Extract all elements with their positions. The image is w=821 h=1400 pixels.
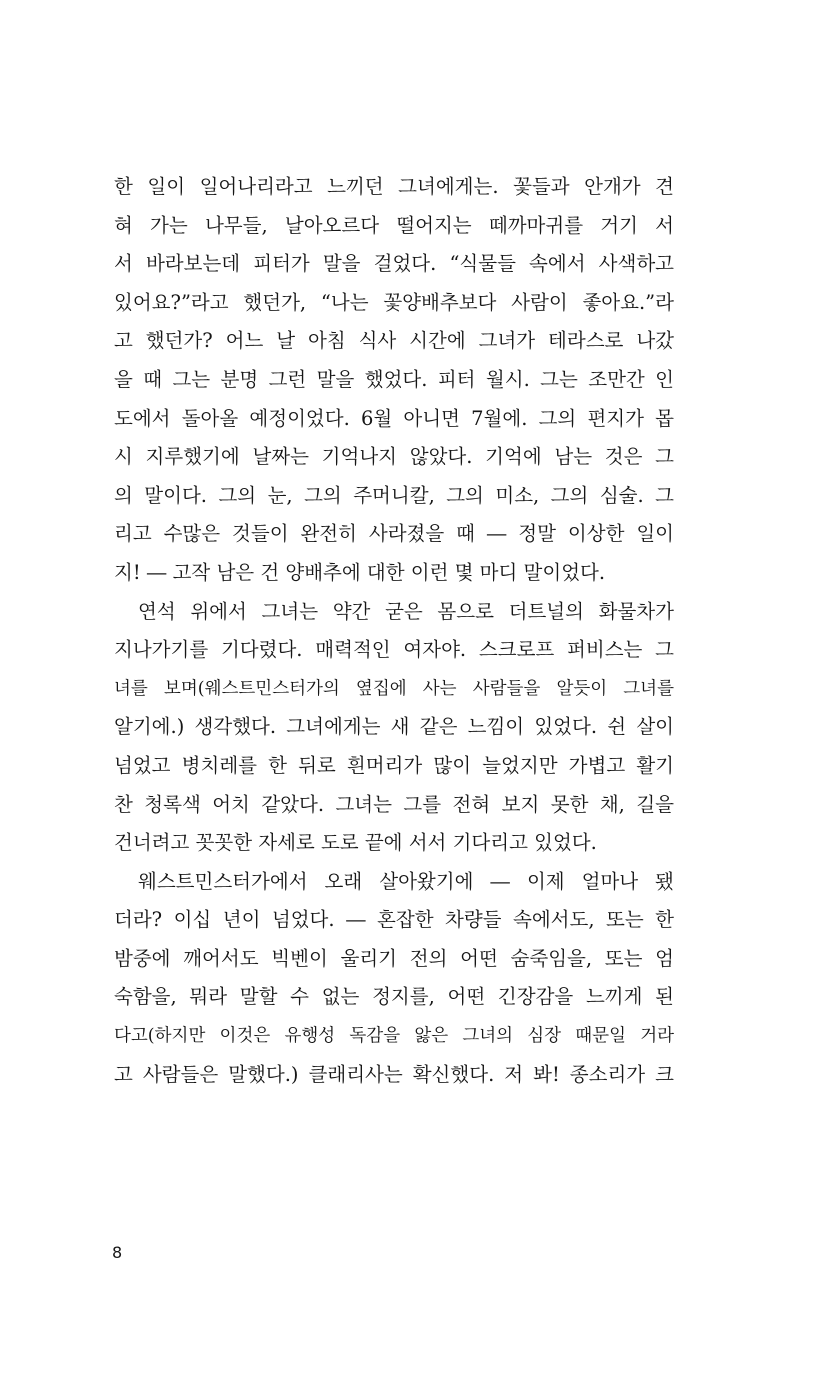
text-line: 서 바라보는데 피터가 말을 걸었다. “식물들 속에서 사색하고 xyxy=(114,252,674,276)
text-line: 연석 위에서 그녀는 약간 굳은 몸으로 더트널의 화물차가 xyxy=(138,599,674,623)
text-line: 찬 청록색 어치 같았다. 그녀는 그를 전혀 보지 못한 채, 길을 xyxy=(114,792,674,816)
text-line: 고 했던가? 어느 날 아침 식사 시간에 그녀가 테라스로 나갔 xyxy=(114,329,674,353)
text-line: 한 일이 일어나리라고 느끼던 그녀에게는. 꽃들과 안개가 견 xyxy=(114,175,674,198)
text-line: 알기에.) 생각했다. 그녀에게는 새 같은 느낌이 있었다. 쉰 살이 xyxy=(114,715,674,739)
text-line: 혀 가는 나무들, 날아오르다 떨어지는 떼까마귀를 거기 서 xyxy=(114,213,674,237)
text-line: 지! ― 고작 남은 건 양배추에 대한 이런 몇 마디 말이었다. xyxy=(114,560,606,584)
text-line: 더라? 이십 년이 넘었다. ― 혼잡한 차량들 속에서도, 또는 한 xyxy=(114,908,674,932)
text-line: 밤중에 깨어서도 빅벤이 울리기 전의 어떤 숨죽임을, 또는 엄 xyxy=(114,946,674,970)
text-line: 시 지루했기에 날짜는 기억나지 않았다. 기억에 남는 것은 그 xyxy=(114,445,674,469)
text-line: 숙함을, 뭐라 말할 수 없는 정지를, 어떤 긴장감을 느끼게 된 xyxy=(114,985,674,1009)
text-line: 고 사람들은 말했다.) 클래리사는 확신했다. 저 봐! 종소리가 크 xyxy=(114,1062,674,1086)
text-line: 을 때 그는 분명 그런 말을 했었다. 피터 월시. 그는 조만간 인 xyxy=(114,367,674,391)
text-line: 건너려고 꼿꼿한 자세로 도로 끝에 서서 기다리고 있었다. xyxy=(114,831,597,855)
text-line: 있어요?”라고 했던가, “나는 꽃양배추보다 사람이 좋아요.”라 xyxy=(114,290,674,314)
body-text xyxy=(114,168,674,1094)
text-line: 웨스트민스터가에서 오래 살아왔기에 ― 이제 얼마나 됐 xyxy=(138,869,674,893)
page-number: 8 xyxy=(112,1243,123,1262)
text-line: 의 말이다. 그의 눈, 그의 주머니칼, 그의 미소, 그의 심술. 그 xyxy=(114,483,674,507)
text-line: 지나가기를 기다렸다. 매력적인 여자야. 스크로프 퍼비스는 그 xyxy=(114,638,674,662)
text-line: 리고 수많은 것들이 완전히 사라졌을 때 ― 정말 이상한 일이 xyxy=(114,522,674,546)
text-line: 도에서 돌아올 예정이었다. 6월 아니면 7월에. 그의 편지가 몹 xyxy=(114,406,674,430)
text-line: 녀를 보며(웨스트민스터가의 옆집에 사는 사람들을 알듯이 그녀를 xyxy=(114,678,674,699)
text-line: 다고(하지만 이것은 유행성 독감을 앓은 그녀의 심장 때문일 거라 xyxy=(114,1026,674,1047)
text-line: 넘었고 병치레를 한 뒤로 흰머리가 많이 늘었지만 가볍고 활기 xyxy=(114,753,674,777)
